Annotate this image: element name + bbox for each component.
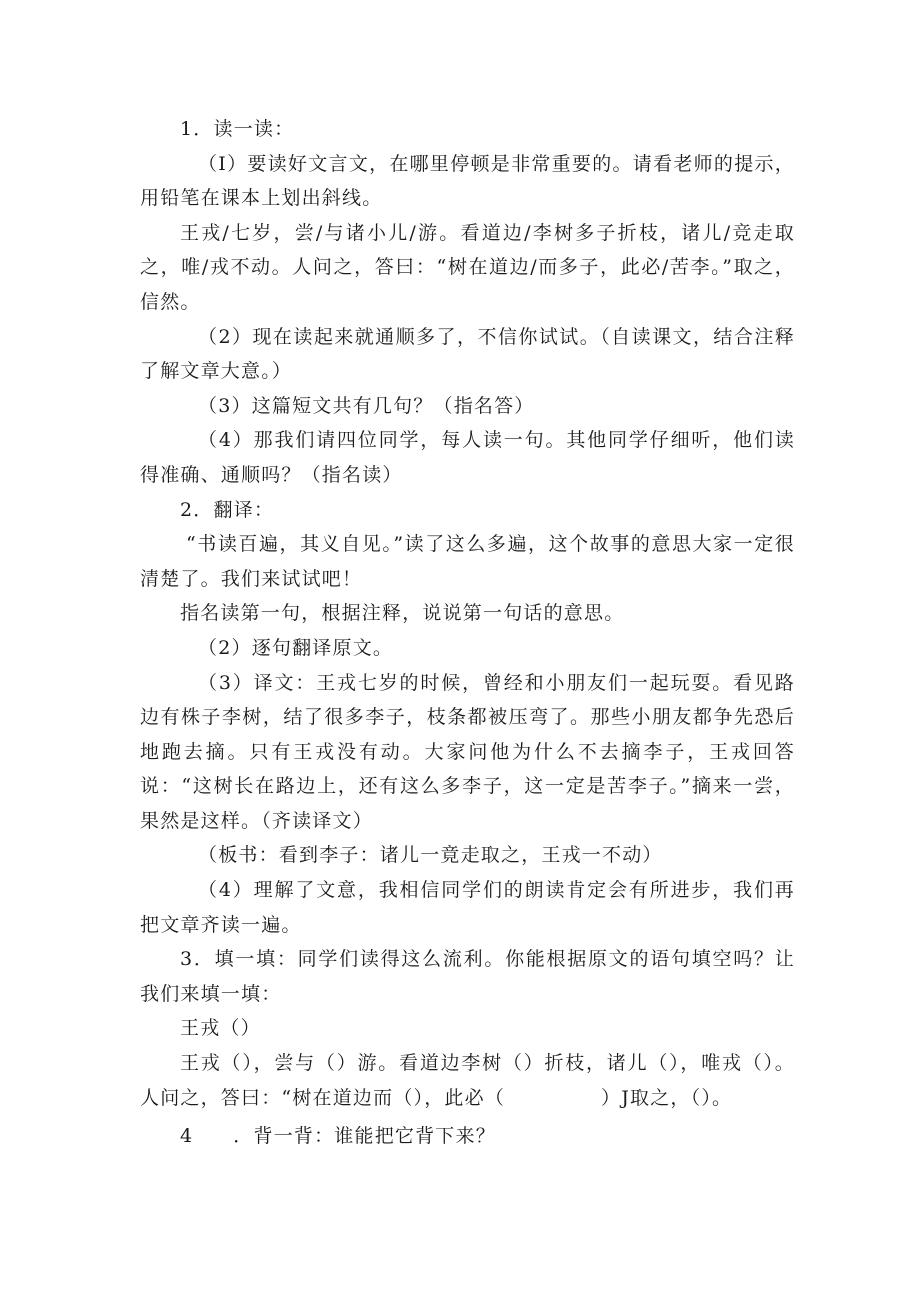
heading-fill-in: 3．填一填：同学们读得这么流利。你能根据原文的语句填空吗？让我们来填一填： bbox=[140, 948, 795, 1005]
paragraph-pause-hint: （I）要读好文言文，在哪里停顿是非常重要的。请看老师的提示，用铅笔在课本上划出斜线。 bbox=[140, 152, 795, 210]
paragraph-original-text-marked: 王戎/七岁，尝/与诸小儿/游。看道边/李树多子折枝，诸儿/竞走取之，唯/戎不动。人问之，答曰：“树在道边/而多子，此必/苦李。”取之，信然。 bbox=[140, 221, 795, 313]
heading-recite bbox=[140, 1119, 795, 1154]
fill-in-passage bbox=[140, 1046, 795, 1115]
paragraph-board-notes: （板书：看到李子：诸儿一竟走取之，王戎一不动） bbox=[198, 844, 663, 867]
heading-recite-number: 4 bbox=[180, 1125, 194, 1148]
heading-recite-text: ．背一背：谁能把它背下来？ bbox=[233, 1125, 496, 1148]
paragraph-translate-each: （2）逐句翻译原文。 bbox=[198, 636, 394, 659]
paragraph-read-smoothly: （2）现在读起来就通顺多了，不信你试试。（自读课文，结合注释了解文章大意。） bbox=[140, 325, 795, 383]
paragraph-four-students: （4）那我们请四位同学，每人读一句。其他同学仔细听，他们读得准确、通顺吗？（指名读） bbox=[140, 429, 795, 486]
paragraph-read-again: （4）理解了文意，我相信同学们的朗读肯定会有所进步，我们再把文章齐读一遍。 bbox=[140, 879, 795, 936]
fill-in-title: 王戎（） bbox=[180, 1017, 261, 1040]
paragraph-translation: （3）译文：王戎七岁的时候，曾经和小朋友们一起玩耍。看见路边有株子李树，结了很多李子，枝条都被压弯了。那些小朋友都争先恐后地跑去摘。只有王戎没有动。大家问他为什么不去摘李子，王戎回答说：“这树长在路边上，还有这么多李子，这一定是苦李子。”摘来一尝，果然是这样。（齐读译文） bbox=[140, 671, 795, 832]
paragraph-sentence-count: （3）这篇短文共有几句？（指名答） bbox=[198, 394, 535, 417]
document-body bbox=[140, 112, 795, 1154]
paragraph-read-hundred-times: “书读百遍，其义自见。”读了这么多遍，这个故事的意思大家一定很清楚了。我们来试试吧！ bbox=[140, 533, 795, 590]
fill-in-passage-part2: ）J取之，（）。 bbox=[601, 1086, 733, 1109]
fill-in-passage-part1: 王戎（），尝与（）游。看道边李树（）折枝，诸儿（），唯戎（）。人问之，答曰：“树在道边而（），此必（ bbox=[140, 1052, 795, 1109]
heading-read: 1．读一读： bbox=[180, 118, 295, 140]
paragraph-first-sentence: 指名读第一句，根据注释，说说第一句话的意思。 bbox=[180, 602, 625, 625]
heading-translate: 2．翻译： bbox=[180, 498, 275, 521]
